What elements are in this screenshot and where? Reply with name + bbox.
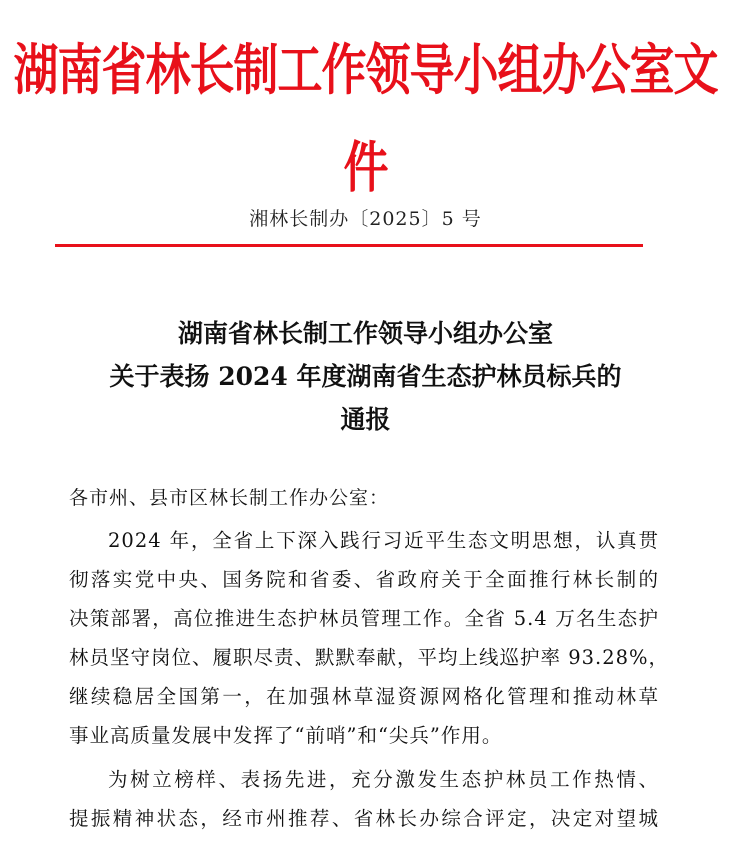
paragraph-1-line-6: 事业高质量发展中发挥了“前哨”和“尖兵”作用。 bbox=[69, 724, 503, 747]
title-line-2: 关于表扬 2024 年度湖南省生态护林员标兵的 bbox=[109, 362, 622, 391]
paragraph-1-line-5: 继续稳居全国第一，在加强林草湿资源网格化管理和推动林草 bbox=[69, 685, 659, 708]
paragraph-1-line-4: 林员坚守岗位、履职尽责、默默奉献，平均上线巡护率 93.28%， bbox=[69, 646, 670, 669]
paragraph-1-line-1: 2024 年，全省上下深入践行习近平生态文明思想，认真贯 bbox=[108, 529, 659, 552]
addressee-line: 各市州、县市区林长制工作办公室： bbox=[69, 487, 390, 509]
paragraph-1-line-3: 决策部署，高位推进生态护林员管理工作。全省 5.4 万名生态护 bbox=[69, 607, 659, 630]
masthead-title: 湖南省林长制工作领导小组办公室文件 bbox=[13, 37, 718, 201]
document-number: 湘林长制办〔2025〕5 号 bbox=[249, 208, 482, 230]
paragraph-1-line-2: 彻落实党中央、国务院和省委、省政府关于全面推行林长制的 bbox=[69, 568, 659, 591]
title-line-3: 通报 bbox=[340, 405, 391, 434]
document-title bbox=[0, 312, 731, 441]
title-line-1: 湖南省林长制工作领导小组办公室 bbox=[177, 319, 553, 348]
paragraph-2-line-2: 提振精神状态，经市州推荐、省林长办综合评定，决定对望城 bbox=[69, 807, 659, 830]
red-divider-line bbox=[55, 244, 643, 247]
paragraph-2-line-1: 为树立榜样、表扬先进，充分激发生态护林员工作热情、 bbox=[108, 768, 659, 791]
